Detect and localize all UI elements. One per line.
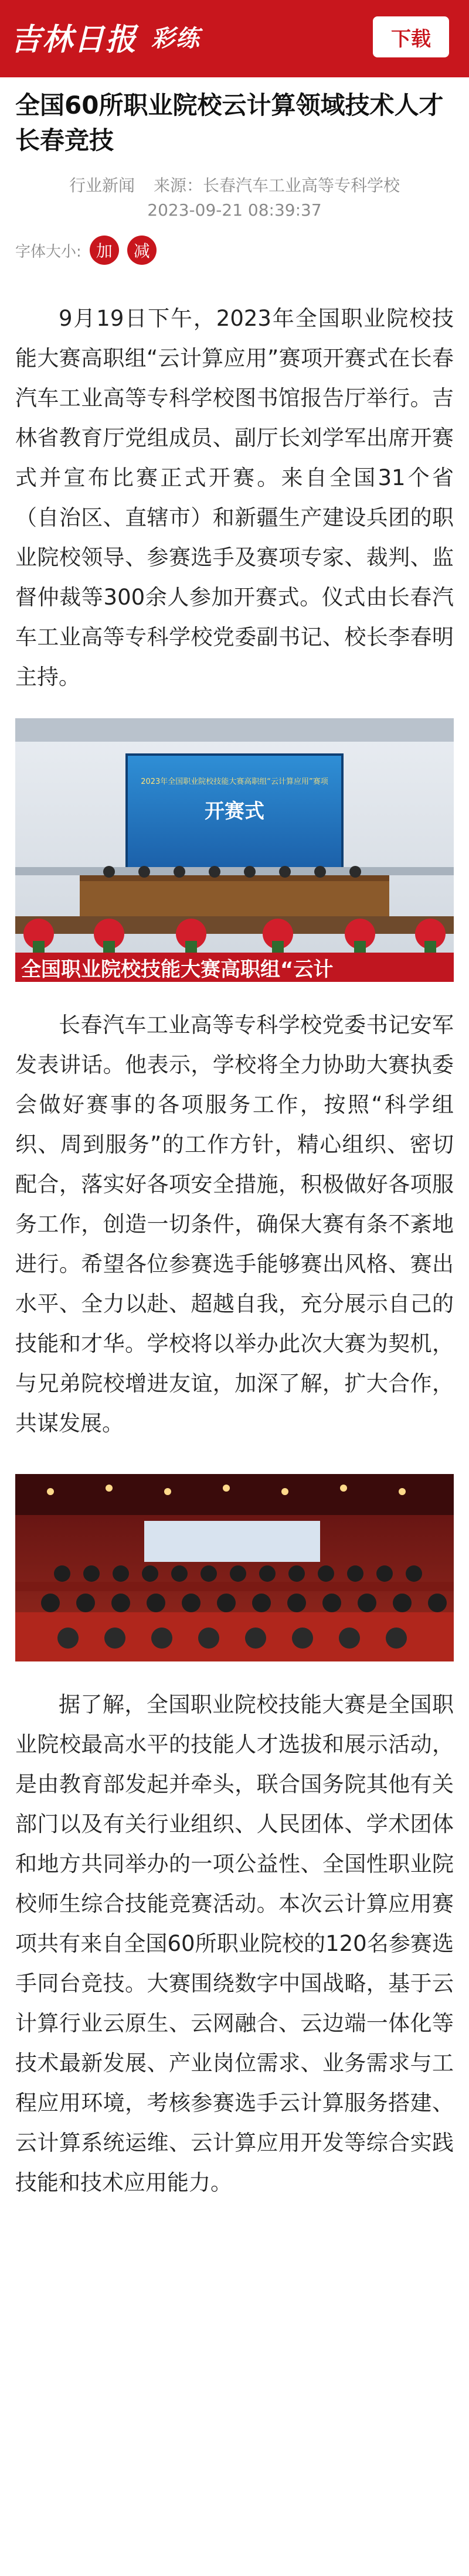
- article-meta: [15, 173, 454, 223]
- opening-ceremony-photo: [15, 718, 454, 982]
- font-decrease-button[interactable]: 减: [127, 236, 157, 265]
- audience-photo: [15, 1474, 454, 1661]
- font-size-label: 字体大小:: [15, 243, 81, 261]
- article-paragraph: 9月19日下午，2023年全国职业院校技能大赛高职组“云计算应用”赛项开赛式在长春汽车工业高等专科学校图书馆报告厅举行。吉林省教育厅党组成员、副厅长刘学军出席开赛式并宣布比赛正式开赛。来自全国31个省（自治区、直辖市）和新疆生产建设兵团的职业院校领导、参赛选手及赛项专家、裁判、监督仲裁等300余人参加开赛式。仪式由长春汽车工业高等专科学校党委副书记、校长李春明主持。: [15, 306, 454, 690]
- article-paragraph: 据了解，全国职业院校技能大赛是全国职业院校最高水平的技能人才选拔和展示活动，是由教育部发起并牵头，联合国务院其他有关部门以及有关行业组织、人民团体、学术团体和地方共同举办的一项公益性、全国性职业院校师生综合技能竞赛活动。本次云计算应用赛项共有来自全国60所职业院校的120名参赛选手同台竞技。大赛围绕数字中国战略，基于云计算行业云原生、云网融合、云边端一体化等技术最新发展、产业岗位需求、业务需求与工程应用环境，考核参赛选手云计算服务搭建、云计算系统运维、云计算应用开发等综合实践技能和技术应用能力。: [15, 1692, 454, 2195]
- screen-opening-text: 开赛式: [205, 800, 264, 823]
- article-title: 全国60所职业院校云计算领域技术人才长春竞技: [15, 91, 444, 155]
- banner-text: 全国职业院校技能大赛高职组“云计: [21, 958, 334, 981]
- article-datetime: 2023-09-21 08:39:37: [147, 200, 322, 220]
- jilin-daily-logo: [11, 13, 200, 60]
- article-source: 来源：长春汽车工业高等专科学校: [154, 176, 400, 195]
- article: [0, 88, 469, 2203]
- article-paragraph: 长春汽车工业高等专科学校党委书记安军发表讲话。他表示，学校将全力协助大赛执委会做好赛事的各项服务工作，按照“科学组织、周到服务”的工作方针，精心组织、密切配合，落实好各项安全措施，积极做好各项服务工作，创造一切条件，确保大赛有条不紊地进行。希望各位参赛选手能够赛出风格、赛出水平、全力以赴、超越自我，充分展示自己的技能和才华。学校将以举办此次大赛为契机，与兄弟院校增进友谊，加深了解，扩大合作，共谋发展。: [15, 1012, 454, 1436]
- font-size-control: [15, 236, 454, 265]
- app-header: [0, 0, 469, 77]
- screen-text: 2023年全国职业院校技能大赛高职组“云计算应用”赛项: [141, 777, 328, 786]
- font-increase-button[interactable]: 加: [90, 236, 119, 265]
- logo-sub-text: 彩练: [151, 24, 201, 52]
- article-category: 行业新闻: [69, 176, 135, 195]
- logo-main-text: 吉林日报: [11, 21, 138, 57]
- download-button[interactable]: 下载: [373, 16, 449, 57]
